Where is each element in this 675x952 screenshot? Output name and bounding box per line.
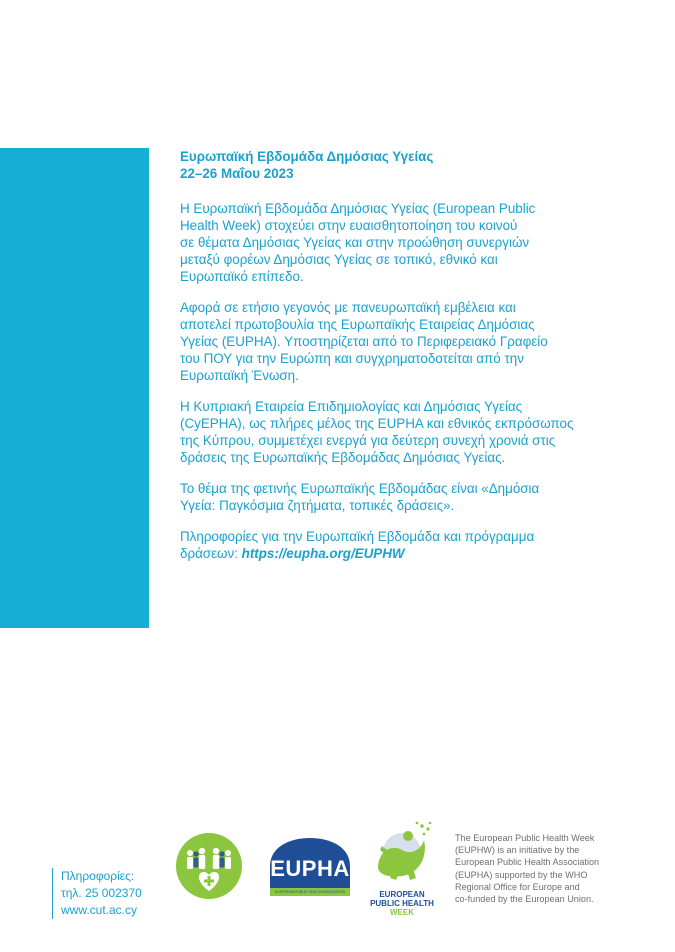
euphw-text-line2: PUBLIC HEALTH	[370, 899, 434, 908]
paragraph-cyepha: Η Κυπριακή Εταιρεία Επιδημιολογίας και Δημόσιας Υγείας (CyEPHA), ως πλήρες μέλος της EUPHA και εθνικός εκπρόσωπος της Κύπρου, συμμετέχει ενεργά για δεύτερη συνεχή χρονιά στις δράσεις της Ευρωπαϊκής Εβδομάδας Δημόσιας Υγείας.	[180, 399, 574, 465]
euphw-description: The European Public Health Week (EUPHW) is an initiative by the European Public Health Association (EUPHA) supported by the WHO Regional Office for Europe and co-funded by the European Union.	[455, 833, 600, 905]
eupha-logo	[268, 836, 352, 898]
eupha-logo-text: EUPHA	[270, 856, 350, 881]
paragraph-info: Πληροφορίες για την Ευρωπαϊκή Εβδομάδα και πρόγραμμα δράσεων: https://eupha.org/EUPHW	[180, 529, 535, 561]
eupha-logo-subtext: EUROPEAN PUBLIC HEALTH ASSOCIATION	[275, 890, 345, 894]
euphw-text-line1: EUROPEAN	[379, 890, 425, 899]
paragraph-intro: Η Ευρωπαϊκή Εβδομάδα Δημόσιας Υγείας (European Public Health Week) στοχεύει στην ευαισθητοποίηση του κοινού σε θέματα Δημόσιας Υγείας και στην προώθηση συνεργιών μεταξύ φορέων Δημόσιας Υγείας σε τοπικό, εθνικό και Ευρωπαϊκό επίπεδο.	[180, 201, 536, 284]
contact-label: Πληροφορίες:	[61, 869, 135, 883]
contact-info	[52, 868, 142, 919]
contact-phone: τηλ. 25 002370	[61, 886, 142, 900]
euphw-logo	[366, 818, 438, 922]
contact-website[interactable]: www.cut.ac.cy	[61, 903, 138, 917]
event-dates: 22–26 Μαΐου 2023	[180, 166, 294, 181]
paragraph-about: Αφορά σε ετήσιο γεγονός με πανευρωπαϊκή εμβέλεια και αποτελεί πρωτοβουλία της Ευρωπαϊκής Εταιρείας Δημόσιας Υγείας (EUPHA). Υποστηρίζεται από το Περιφερειακό Γραφείο του ΠΟΥ για την Ευρώπη και συγχρηματοδοτείται από την Ευρωπαϊκή Ένωση.	[180, 300, 548, 383]
page-title: Ευρωπαϊκή Εβδομάδα Δημόσιας Υγείας 22–26 Μαΐου 2023	[180, 149, 434, 181]
side-color-band	[0, 148, 149, 628]
cyepha-logo	[176, 833, 242, 899]
eupha-link[interactable]: https://eupha.org/EUPHW	[241, 546, 405, 561]
paragraph-theme: Το θέμα της φετινής Ευρωπαϊκής Εβδομάδας είναι «Δημόσια Υγεία: Παγκόσμια ζητήματα, τοπικές δράσεις».	[180, 481, 540, 513]
main-content	[180, 148, 640, 562]
euphw-text-line3: WEEK	[390, 908, 414, 917]
